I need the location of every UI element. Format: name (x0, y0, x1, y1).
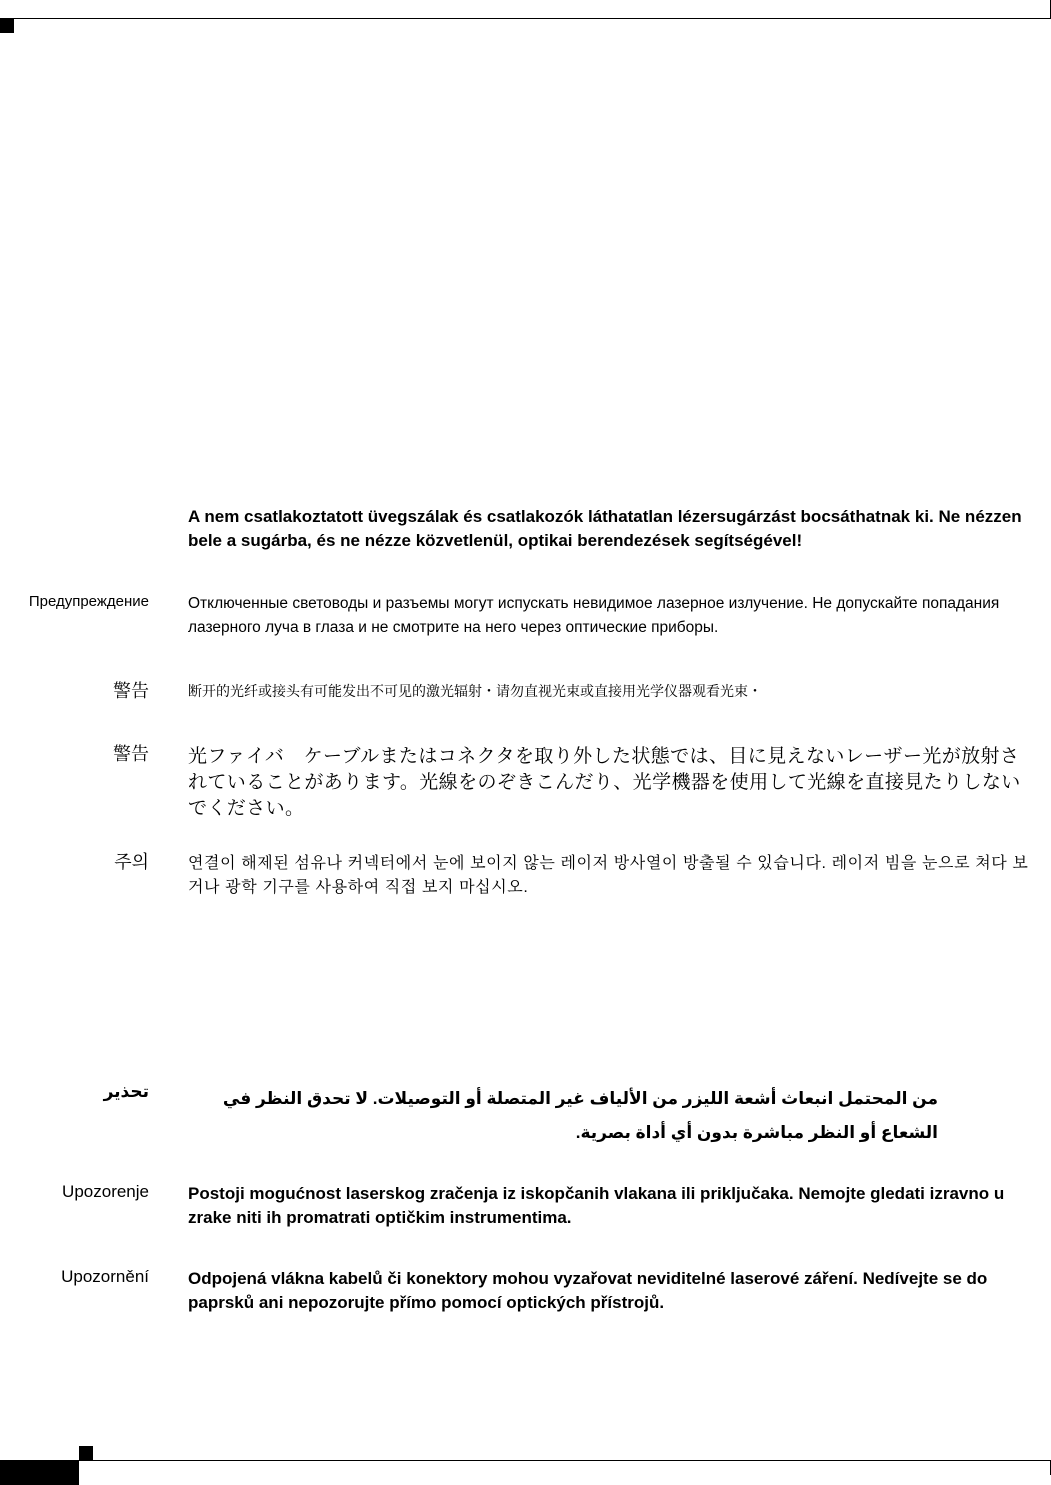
warning-text: 연결이 해제된 섬유나 커넥터에서 눈에 보이지 않는 레이저 방사열이 방출될 수 있습니다. 레이저 빔을 눈으로 쳐다 보거나 광학 기구를 사용하여 직접 보지 마십시오. (188, 855, 1029, 896)
warning-label: 警告 (113, 744, 149, 764)
bottom-corner-mark (79, 1446, 93, 1460)
warning-label: تحذير (103, 1082, 149, 1101)
warning-text: Postoji mogućnost laserskog zračenja iz iskopčanih vlakana ili priključaka. Nemojte gledati izravno u zrake niti ih promatrati optičkim instrumentima. (188, 1184, 1005, 1227)
warning-text: A nem csatlakoztatott üvegszálak és csatlakozók láthatatlan lézersugárzást bocsáthatnak ki. Ne nézzen bele a sugárba, és ne nézze közvetlenül, optikai berendezések segítségével! (188, 507, 1022, 550)
warning-text: 光ファイバ ケーブルまたはコネクタを取り外した状態では、目に見えないレーザー光が放射されていることがあります。光線をのぞきこんだり、光学機器を使用して光線を直接見たりしないでください。 (188, 746, 1021, 819)
bottom-rule (0, 1460, 1051, 1461)
top-rule (0, 18, 1051, 19)
warning-text: Odpojená vlákna kabelů či konektory mohou vyzařovat neviditelné laserové záření. Nedívejte se do paprsků ani nepozorujte přímo pomocí optických přístrojů. (188, 1269, 988, 1312)
page-tab-marker (0, 1461, 79, 1485)
warning-text: 断开的光纤或接头有可能发出不可见的激光辐射・请勿直视光束或直接用光学仪器观看光束・ (188, 683, 762, 699)
warning-label: Upozorenje (62, 1182, 149, 1201)
warning-label: Предупреждение (28, 593, 149, 610)
warning-label: 주의 (114, 852, 149, 872)
warning-text: Отключенные световоды и разъемы могут испускать невидимое лазерное излучение. Не допускайте попадания лазерного луча в глаза и не смотрите на него через оптические приборы. (188, 595, 1000, 636)
warning-text: من المحتمل انبعاث أشعة الليزر من الألياف غير المتصلة أو التوصيلات. لا تحدق النظر في الشعاع أو النظر مباشرة بدون أي أداة بصرية. (222, 1089, 938, 1142)
warning-label: Upozornění (61, 1267, 149, 1286)
top-left-corner-mark (0, 19, 14, 33)
warning-label: 警告 (113, 681, 149, 701)
